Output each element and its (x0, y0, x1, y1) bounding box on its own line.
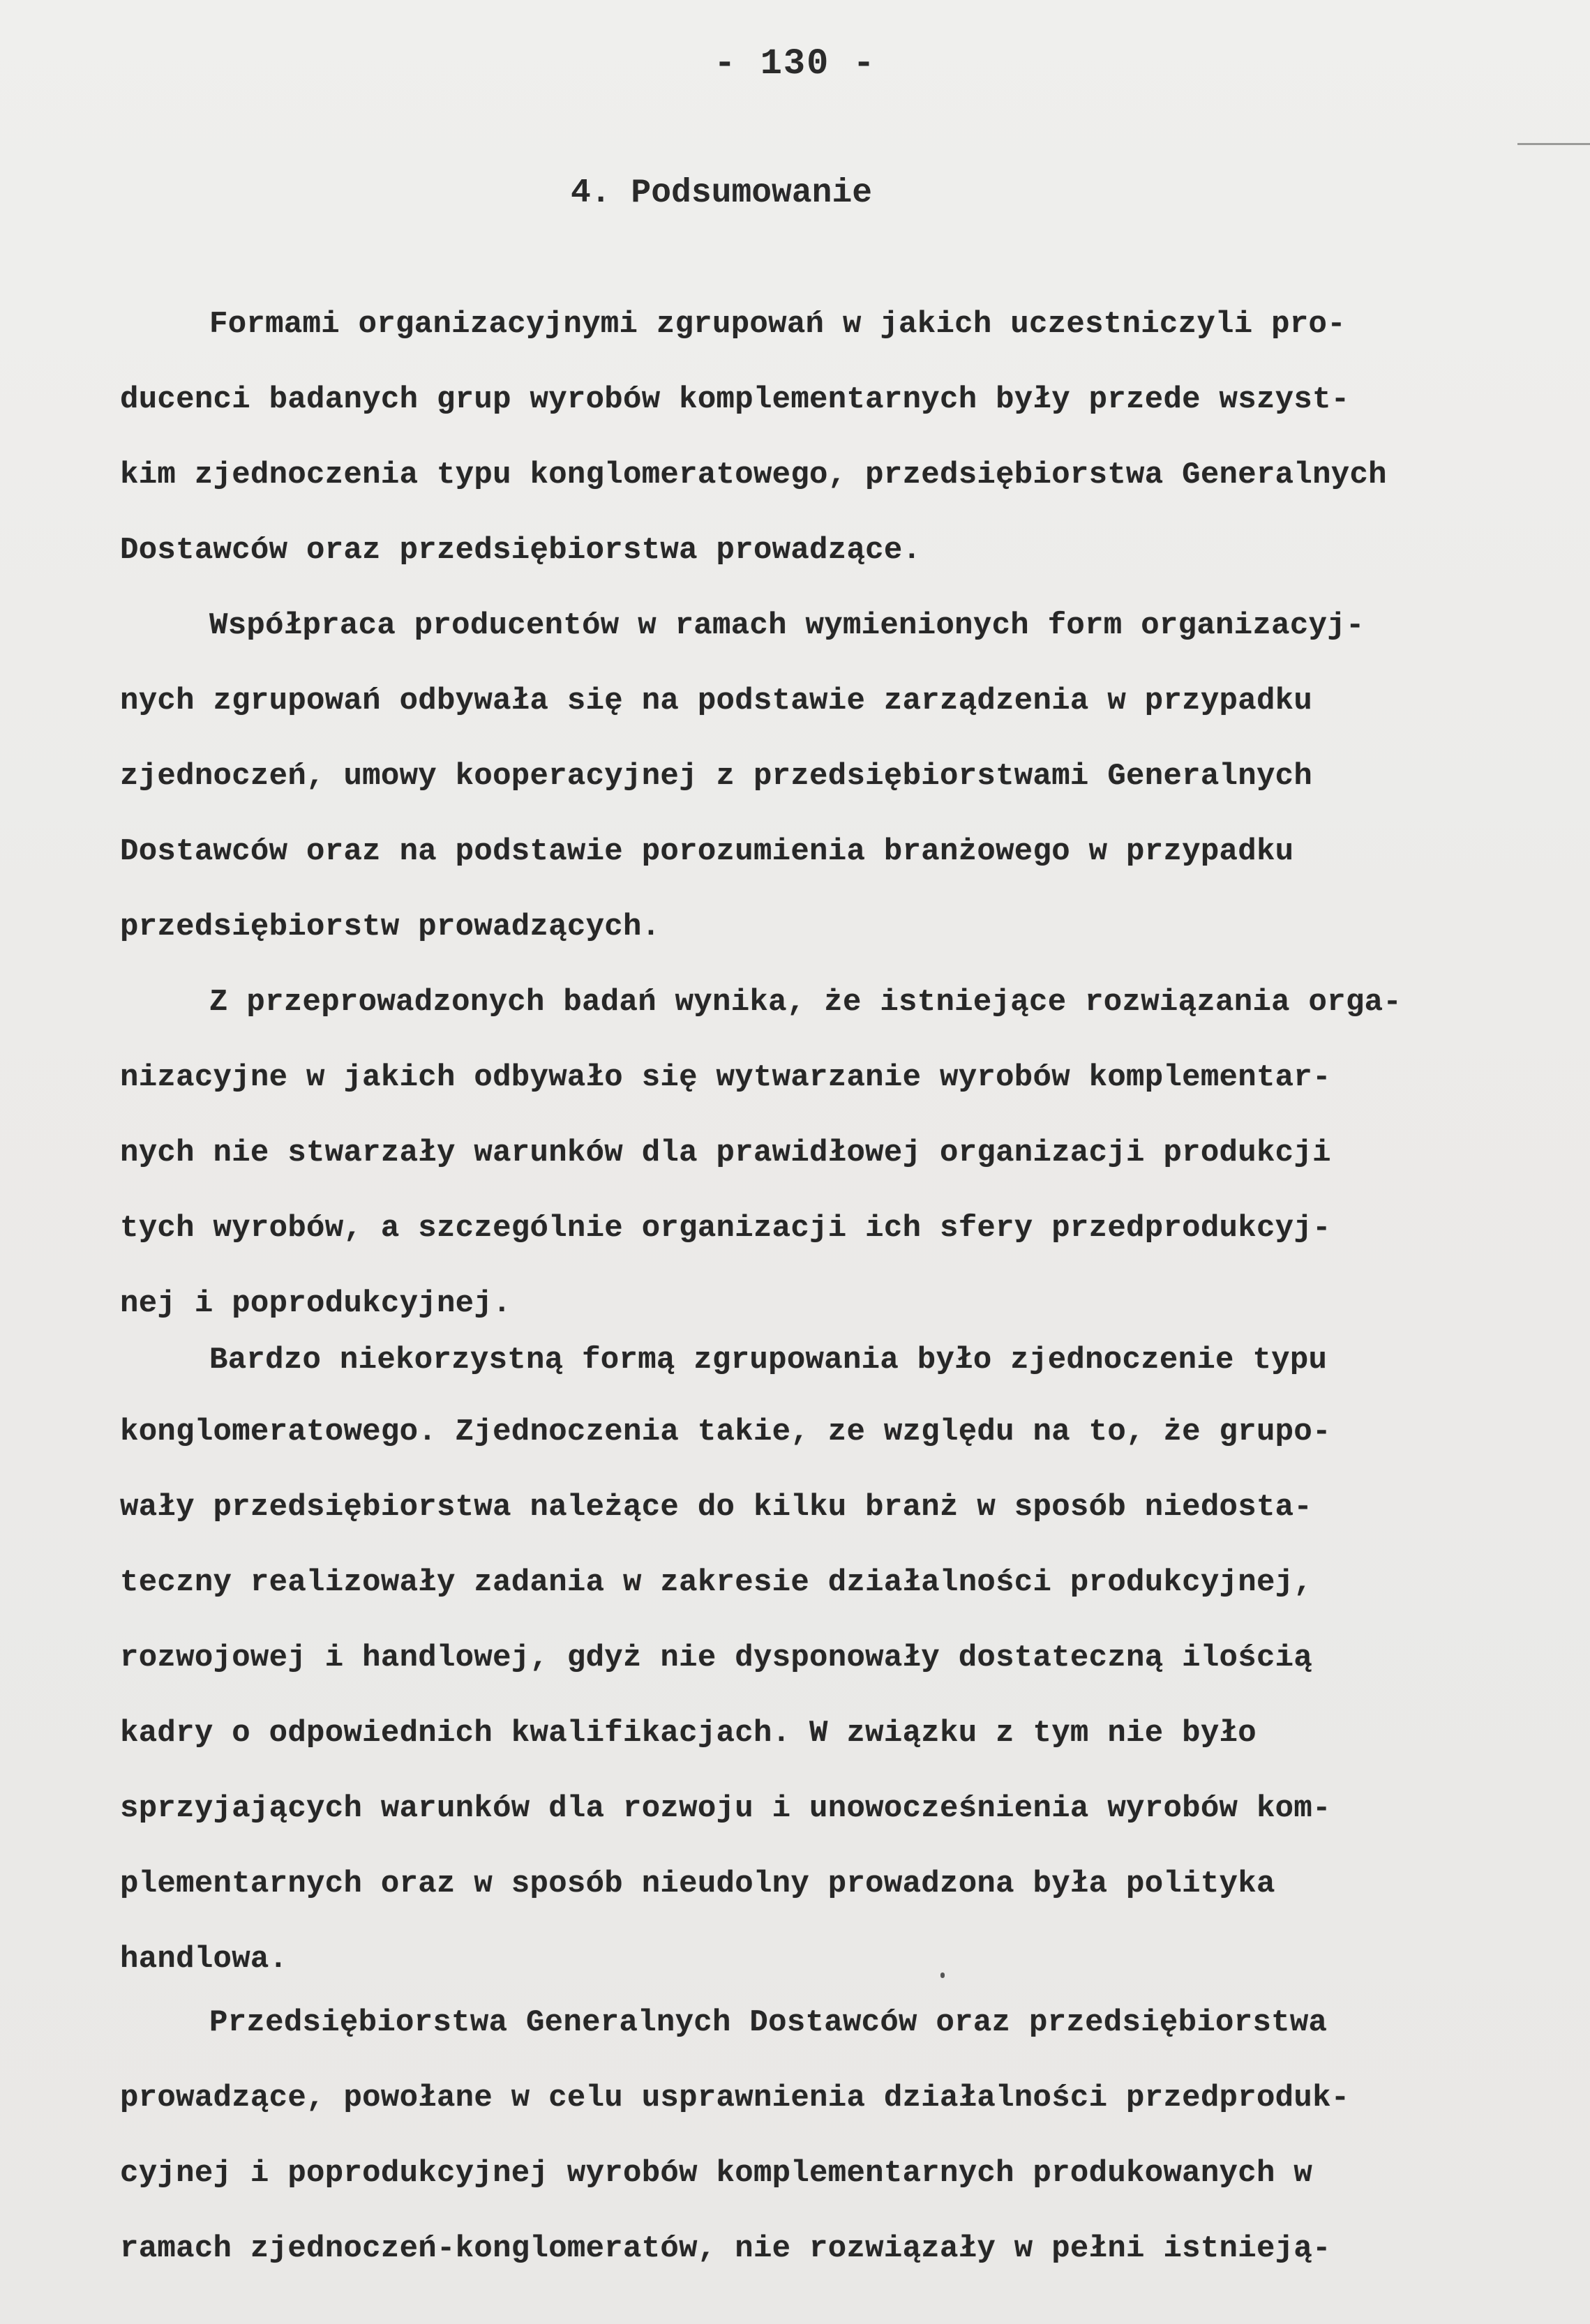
text-line: Bardzo niekorzystną formą zgrupowania było zjednoczenie typu (209, 1343, 1328, 1378)
text-line: plementarnych oraz w sposób nieudolny prowadzona była polityka (120, 1866, 1275, 1901)
text-line: cyjnej i poprodukcyjnej wyrobów komplementarnych produkowanych w (120, 2156, 1313, 2191)
text-line: kadry o odpowiednich kwalifikacjach. W związku z tym nie było (120, 1716, 1257, 1751)
text-line: Z przeprowadzonych badań wynika, że istniejące rozwiązania orga- (209, 985, 1402, 1020)
text-line: nych nie stwarzały warunków dla prawidłowej organizacji produkcji (120, 1135, 1331, 1170)
text-line: Dostawców oraz przedsiębiorstwa prowadzące. (120, 533, 922, 568)
text-line: nizacyjne w jakich odbywało się wytwarzanie wyrobów komplementar- (120, 1060, 1331, 1095)
margin-mark (1517, 143, 1590, 145)
text-line: teczny realizowały zadania w zakresie działalności produkcyjnej, (120, 1565, 1313, 1600)
section-heading: 4. Podsumowanie (571, 174, 873, 212)
text-line: Przedsiębiorstwa Generalnych Dostawców oraz przedsiębiorstwa (209, 2005, 1328, 2040)
text-line: ducenci badanych grup wyrobów komplementarnych były przede wszyst- (120, 382, 1350, 417)
text-line: ramach zjednoczeń-konglomeratów, nie rozwiązały w pełni istnieją- (120, 2231, 1331, 2266)
text-line: Współpraca producentów w ramach wymienionych form organizacyj- (209, 608, 1365, 643)
text-line: kim zjednoczenia typu konglomeratowego, przedsiębiorstwa Generalnych (120, 458, 1387, 492)
text-line: prowadzące, powołane w celu usprawnienia działalności przedproduk- (120, 2081, 1350, 2115)
text-line: wały przedsiębiorstwa należące do kilku branż w sposób niedosta- (120, 1490, 1313, 1525)
ink-dot (940, 1972, 945, 1978)
text-line: sprzyjających warunków dla rozwoju i unowocześnienia wyrobów kom- (120, 1791, 1331, 1826)
text-line: Formami organizacyjnymi zgrupowań w jakich uczestniczyli pro- (209, 307, 1346, 342)
text-line: Dostawców oraz na podstawie porozumienia branżowego w przypadku (120, 834, 1294, 869)
text-line: przedsiębiorstw prowadzących. (120, 910, 661, 944)
text-line: rozwojowej i handlowej, gdyż nie dysponowały dostateczną ilością (120, 1640, 1313, 1675)
text-line: nych zgrupowań odbywała się na podstawie zarządzenia w przypadku (120, 684, 1313, 718)
text-line: zjednoczeń, umowy kooperacyjnej z przedsiębiorstwami Generalnych (120, 759, 1313, 794)
text-line: handlowa. (120, 1942, 288, 1977)
text-line: konglomeratowego. Zjednoczenia takie, ze względu na to, że grupo- (120, 1414, 1331, 1449)
page-number: - 130 - (714, 43, 876, 84)
text-line: nej i poprodukcyjnej. (120, 1286, 511, 1321)
text-line: tych wyrobów, a szczególnie organizacji ich sfery przedprodukcyj- (120, 1211, 1331, 1246)
